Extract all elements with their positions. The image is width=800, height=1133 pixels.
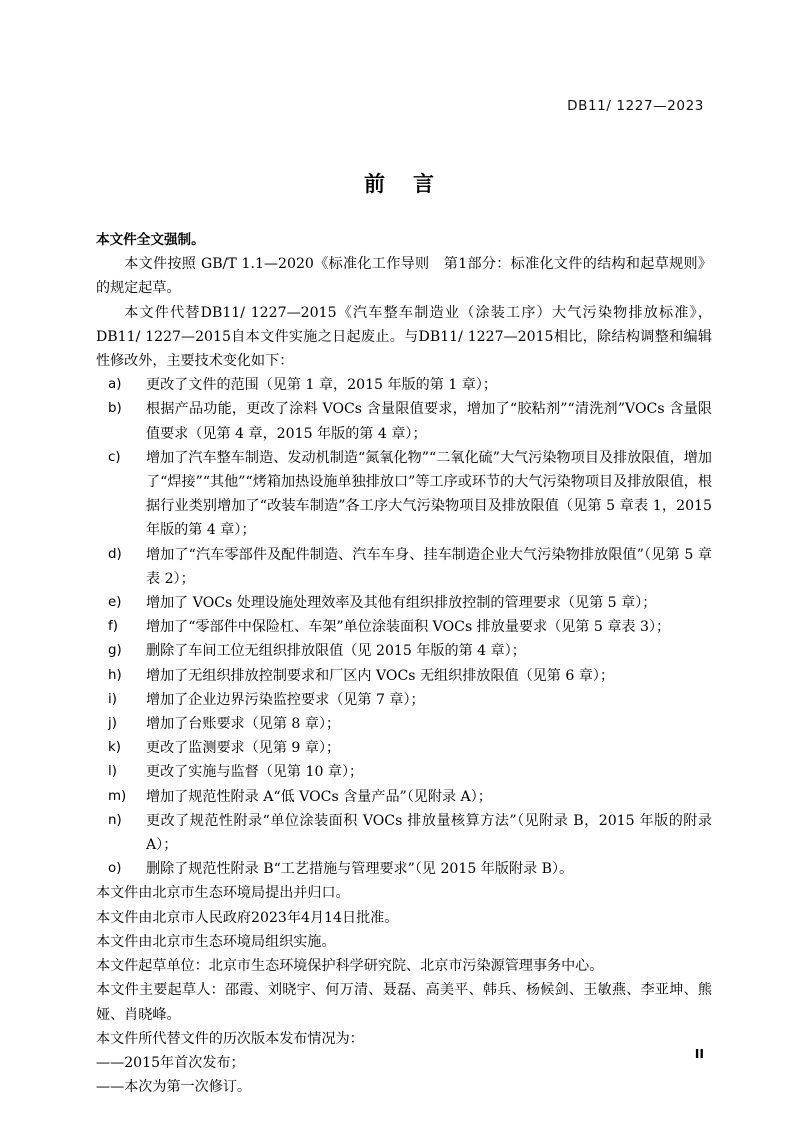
list-marker: a) (108, 377, 122, 393)
list-marker: f) (108, 619, 118, 635)
list-item-text: 更改了监测要求（见第 9 章）； (146, 740, 341, 757)
footer-page-number: II (694, 1046, 704, 1061)
foreword-body (96, 228, 712, 1099)
list-item (96, 857, 712, 881)
running-header-standard-number: DB11/ 1227—2023 (567, 98, 704, 114)
history-entry: ——本次为第一次修订。 (96, 1079, 252, 1096)
list-item-text: 增加了“汽车零部件及配件制造、汽车车身、挂车制造企业大气污染物排放限值”（见第 5 章表 2）； (146, 546, 712, 587)
page-title-left: 前 (364, 172, 387, 196)
list-item-text: 增加了“零部件中保险杠、车架”单位涂装面积 VOCs 排放量要求（见第 5 章表 3）； (146, 619, 671, 636)
list-item (96, 736, 712, 760)
list-item (96, 664, 712, 688)
mandatory-note: 本文件全文强制。 (96, 232, 205, 248)
list-marker: i) (108, 691, 117, 707)
drafting-rules-paragraph: 本文件按照 GB/T 1.1—2020《标准化工作导则 第1部分：标准化文件的结构和起草规则》的规定起草。 (96, 256, 712, 297)
list-marker: g) (108, 643, 122, 659)
list-item (96, 809, 712, 857)
list-item-text: 增加了企业边界污染监控要求（见第 7 章）； (146, 691, 425, 708)
list-marker: j) (108, 716, 117, 732)
list-item (96, 543, 712, 591)
list-item (96, 446, 712, 543)
proposed-by-paragraph: 本文件由北京市生态环境局提出并归口。 (96, 885, 350, 902)
list-marker: l) (108, 764, 117, 780)
list-item (96, 688, 712, 712)
list-item-text: 增加了台账要求（见第 8 章）； (146, 716, 341, 733)
list-item-text: 删除了规范性附录 B“工艺措施与管理要求”（见 2015 年版附录 B）。 (146, 861, 574, 878)
drafters-paragraph: 本文件主要起草人：邵霞、刘晓宇、何万清、聂磊、高美平、韩兵、杨候剑、王敏燕、李亚坤、熊娅、肖晓峰。 (96, 982, 712, 1023)
list-marker: k) (108, 740, 121, 756)
list-item (96, 760, 712, 784)
history-intro-paragraph: 本文件所代替文件的历次版本发布情况为： (96, 1030, 364, 1047)
list-item (96, 615, 712, 639)
history-entry: ——2015年首次发布； (96, 1054, 245, 1071)
supersedes-paragraph: 本文件代替DB11/ 1227—2015《汽车整车制造业（涂装工序）大气污染物排放标准》，DB11/ 1227—2015自本文件实施之日起废止。与DB11/ 1227—2015相比，除结构调整和编辑性修改外，主要技术变化如下： (96, 304, 712, 370)
list-item-text: 更改了文件的范围（见第 1 章，2015 年版的第 1 章）； (146, 377, 498, 394)
list-item-text: 根据产品功能，更改了涂料 VOCs 含量限值要求，增加了“胶粘剂”“清洗剂”VOCs 含量限值要求（见第 4 章，2015 年版的第 4 章）； (146, 401, 712, 442)
list-marker: b) (108, 401, 122, 417)
list-item-text: 更改了规范性附录“单位涂装面积 VOCs 排放量核算方法”（见附录 B，2015 年版的附录 A）； (146, 812, 712, 854)
list-item (96, 712, 712, 736)
list-marker: n) (108, 812, 122, 828)
approved-by-paragraph: 本文件由北京市人民政府2023年4月14日批准。 (96, 909, 399, 926)
list-marker: c) (108, 449, 121, 465)
list-marker: d) (108, 546, 122, 562)
page-title-right: 言 (413, 172, 436, 196)
technical-changes-list (96, 373, 712, 881)
list-item (96, 639, 712, 663)
list-item-text: 增加了无组织排放控制要求和厂区内 VOCs 无组织排放限值（见第 6 章）； (146, 667, 615, 684)
list-item-text: 删除了车间工位无组织排放限值（见 2015 年版的第 4 章）； (146, 643, 526, 660)
list-item-text: 增加了汽车整车制造、发动机制造“氮氧化物”“二氧化硫”大气污染物项目及排放限值，增加了“焊接”“其他”“烤箱加热设施单独排放口”等工序或环节的大气污染物项目及排放限值，根据行业类别增加了“改装车制造”各工序大气污染物项目及排放限值（见第 5 章表 1，2015 年版的第 4 章）； (146, 449, 712, 539)
list-item-text: 更改了实施与监督（见第 10 章）； (146, 764, 364, 781)
list-item (96, 397, 712, 445)
list-item (96, 785, 712, 809)
list-marker: e) (108, 595, 122, 611)
page-title (0, 168, 800, 198)
list-item (96, 373, 712, 397)
list-marker: m) (108, 788, 127, 804)
drafting-units-paragraph: 本文件起草单位：北京市生态环境保护科学研究院、北京市污染源管理事务中心。 (96, 958, 604, 975)
list-marker: o) (108, 861, 122, 877)
list-marker: h) (108, 667, 122, 683)
implemented-by-paragraph: 本文件由北京市生态环境局组织实施。 (96, 933, 336, 950)
list-item (96, 591, 712, 615)
list-item-text: 增加了规范性附录 A“低 VOCs 含量产品”（见附录 A）； (146, 788, 492, 805)
list-item-text: 增加了 VOCs 处理设施处理效率及其他有组织排放控制的管理要求（见第 5 章）； (146, 595, 657, 612)
